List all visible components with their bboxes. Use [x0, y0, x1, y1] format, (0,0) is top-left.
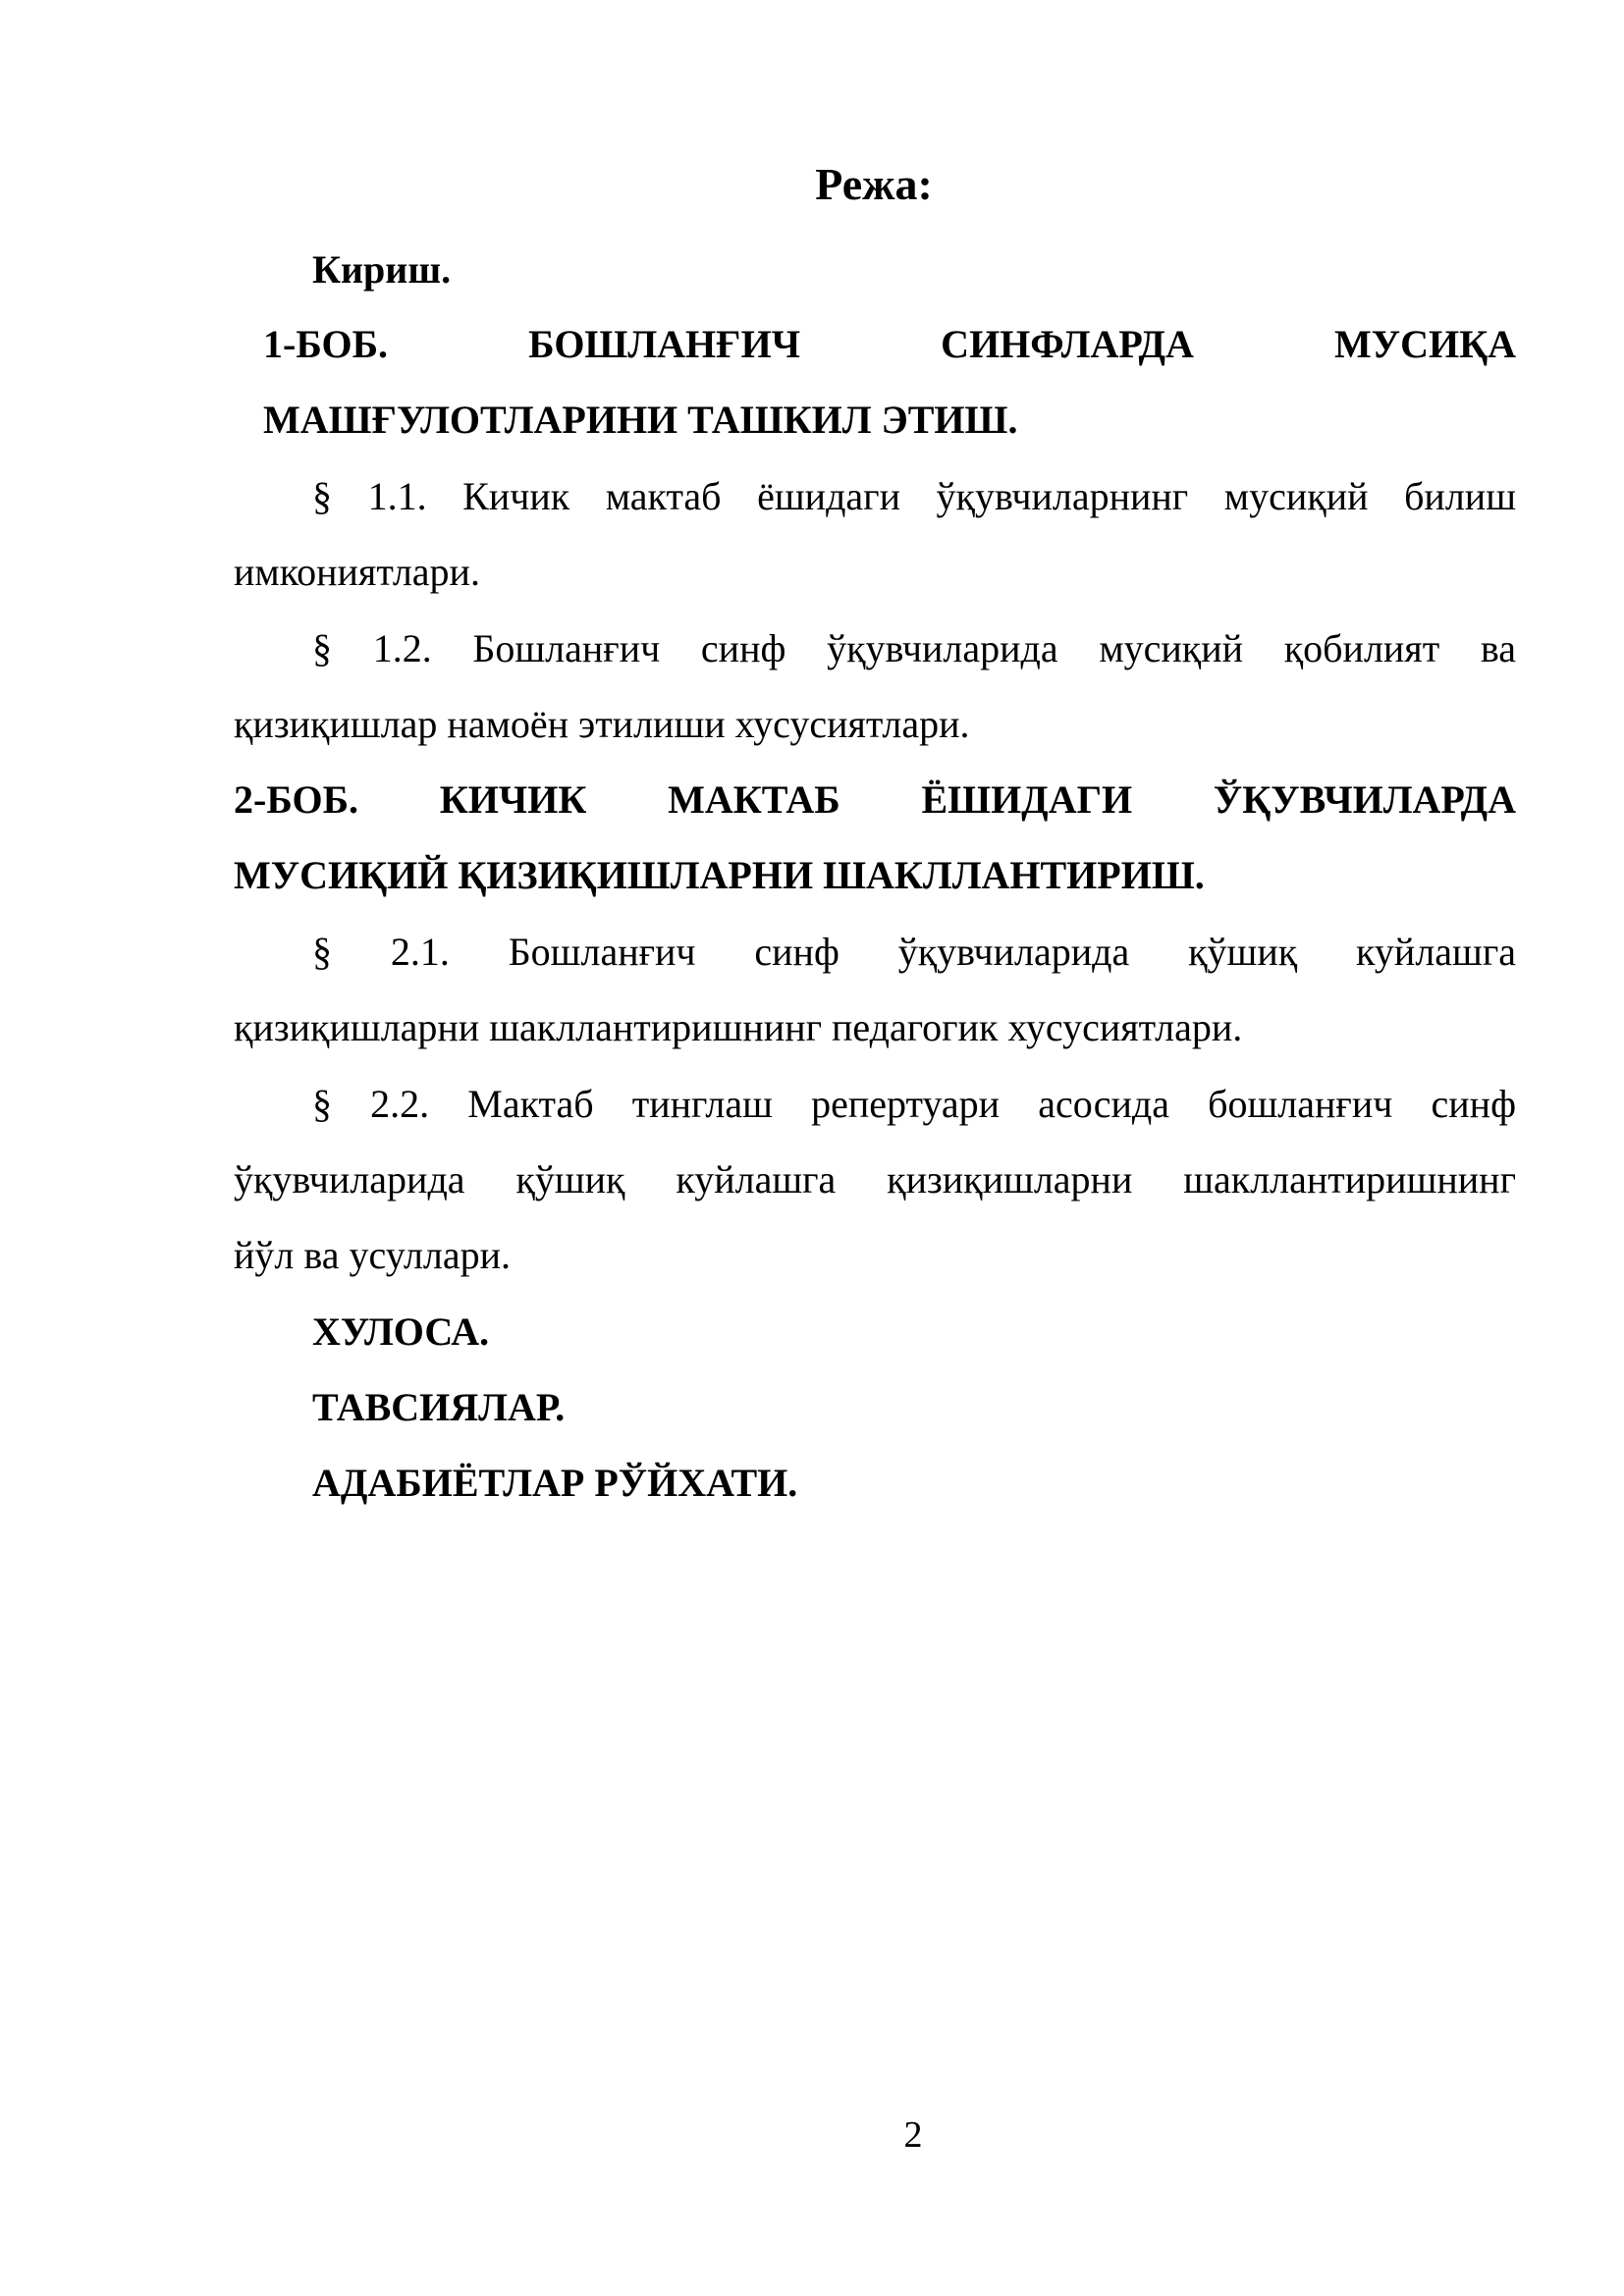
conclusion-heading: ХУЛОСА.	[312, 1309, 490, 1354]
recommendations-heading: ТАВСИЯЛАР.	[312, 1385, 566, 1429]
page-title: Режа:	[815, 159, 933, 209]
intro-heading: Кириш.	[312, 247, 452, 292]
section-1-2-line-2: қизиқишлар намоён этилиши хусусиятлари.	[234, 702, 970, 746]
section-2-2-line-3: йўл ва усуллари.	[234, 1233, 512, 1277]
section-1-1-line-1: § 1.1. Кичик мактаб ёшидаги ўқувчиларнинг мусиқий билиш	[312, 474, 1516, 518]
references-heading: АДАБИЁТЛАР РЎЙХАТИ.	[312, 1461, 798, 1505]
page-number: 2	[903, 2114, 923, 2156]
chapter-2-heading-line-1: 2-БОБ. КИЧИК МАКТАБ ЁШИДАГИ ЎҚУВЧИЛАРДА	[234, 777, 1516, 822]
section-1-2-line-1: § 1.2. Бошланғич синф ўқувчиларида мусиқий қобилият ва	[312, 626, 1516, 670]
section-1-1-line-2: имкониятлари.	[234, 550, 480, 594]
section-2-1-line-2: қизиқишларни шакллантиришнинг педагогик хусусиятлари.	[234, 1005, 1243, 1049]
chapter-2-heading-line-2: МУСИҚИЙ ҚИЗИҚИШЛАРНИ ШАКЛЛАНТИРИШ.	[234, 853, 1205, 897]
section-2-1-line-1: § 2.1. Бошланғич синф ўқувчиларида қўшиқ куйлашга	[312, 930, 1516, 974]
section-2-2-line-1: § 2.2. Мактаб тинглаш репертуари асосида бошланғич синф	[312, 1082, 1516, 1126]
section-2-2-line-2: ўқувчиларида қўшиқ куйлашга қизиқишларни шакллантиришнинг	[234, 1157, 1516, 1201]
chapter-1-heading-line-2: МАШҒУЛОТЛАРИНИ ТАШКИЛ ЭТИШ.	[263, 398, 1018, 442]
chapter-1-heading-line-1: 1-БОБ. БОШЛАНҒИЧ СИНФЛАРДА МУСИҚА	[263, 322, 1516, 366]
